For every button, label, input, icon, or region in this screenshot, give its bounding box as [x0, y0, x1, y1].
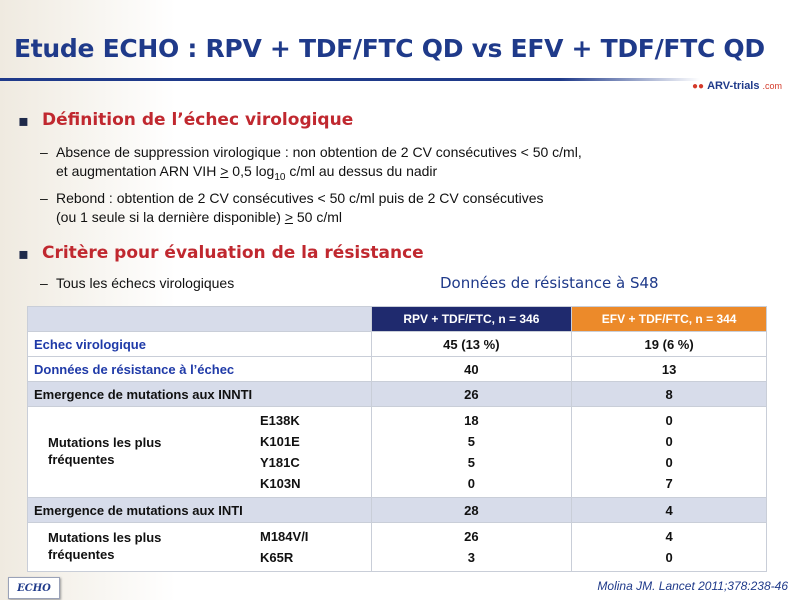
dash-bullet: –	[40, 144, 48, 160]
definition-item-2-line1: Rebond : obtention de 2 CV consécutives < 50 c/ml puis de 2 CV consécutives	[56, 190, 544, 206]
cell-efv: 13	[572, 357, 767, 382]
mutation-name: E138K	[260, 413, 300, 428]
cell-rpv: 45 (13 %)	[371, 332, 572, 357]
mutation-name: K103N	[260, 476, 301, 491]
arv-trials-logo	[692, 80, 782, 92]
row-label: Emergence de mutations aux INTI	[28, 498, 372, 523]
cell-efv: 8	[572, 382, 767, 407]
logo-name: ARV-trials	[707, 80, 760, 92]
row-label: Données de résistance à l’échec	[28, 357, 372, 382]
table-row-innti	[28, 382, 767, 407]
table-header-row	[28, 307, 767, 332]
echo-study-logo: ECHO	[8, 577, 60, 599]
mutation-name: K101E	[260, 434, 300, 449]
title-rule	[0, 78, 700, 81]
bullet-square-icon	[18, 244, 42, 263]
definition-item-2-line2: (ou 1 seule si la dernière disponible) > 50 c/ml	[56, 209, 343, 225]
table-corner-cell	[28, 307, 372, 332]
bullet-square-icon	[18, 111, 42, 130]
table-row-echec	[28, 332, 767, 357]
dash-bullet: –	[40, 275, 48, 291]
slide-title: Etude ECHO : RPV + TDF/FTC QD vs EFV + TDF/FTC QD	[14, 34, 765, 63]
definition-item-1-line2: et augmentation ARN VIH > 0,5 $\log_{10} c/ml$ au dessus du nadir	[56, 163, 438, 183]
criteria-item-1: – Tous les échecs virologiques	[40, 275, 235, 291]
cell-efv: 4	[572, 498, 767, 523]
mutation-name: M184V/I	[260, 529, 309, 544]
cell-rpv: 40	[371, 357, 572, 382]
definition-item-1-line1: Absence de suppression virologique : non obtention de 2 CV consécutives < 50 c/ml,	[56, 144, 582, 160]
cell-efv: 0 0 0 7	[572, 407, 767, 498]
cell-rpv: 26	[371, 382, 572, 407]
mutations-label: Mutations les plus fréquentes	[48, 435, 162, 467]
column-header-efv: EFV + TDF/FTC, n = 344	[572, 307, 767, 332]
mutation-list	[260, 526, 308, 568]
section-heading-text: Critère pour évaluation de la résistance	[42, 243, 424, 263]
cell-rpv: 28	[371, 498, 572, 523]
mutation-name: Y181C	[260, 455, 300, 470]
mutations-label: Mutations les plus fréquentes	[48, 530, 162, 562]
citation: Molina JM. Lancet 2011;378:238-46	[597, 579, 788, 593]
dash-bullet: –	[40, 190, 48, 206]
cell-efv: 4 0	[572, 523, 767, 572]
resistance-table	[27, 306, 767, 572]
cell-rpv: 18 5 5 0	[371, 407, 572, 498]
definition-item-1	[40, 143, 582, 187]
section-heading-criteria	[18, 243, 424, 263]
logo-mark-icon: ●●	[692, 80, 705, 92]
row-label: Emergence de mutations aux INNTI	[28, 382, 372, 407]
definition-item-2	[40, 189, 544, 227]
mutation-list	[260, 410, 300, 494]
table-title: Données de résistance à S48	[440, 274, 659, 292]
column-header-rpv: RPV + TDF/FTC, n = 346	[371, 307, 572, 332]
logo-tld: .com	[762, 81, 782, 91]
table-row-inti	[28, 498, 767, 523]
section-heading-text: Définition de l’échec virologique	[42, 110, 354, 130]
table-row-mutations-innti	[28, 407, 767, 498]
section-heading-definition	[18, 110, 353, 130]
table-row-mutations-inti	[28, 523, 767, 572]
row-label: Echec virologique	[28, 332, 372, 357]
cell-efv: 19 (6 %)	[572, 332, 767, 357]
table-row-donnees	[28, 357, 767, 382]
cell-rpv: 26 3	[371, 523, 572, 572]
mutation-name: K65R	[260, 550, 294, 565]
